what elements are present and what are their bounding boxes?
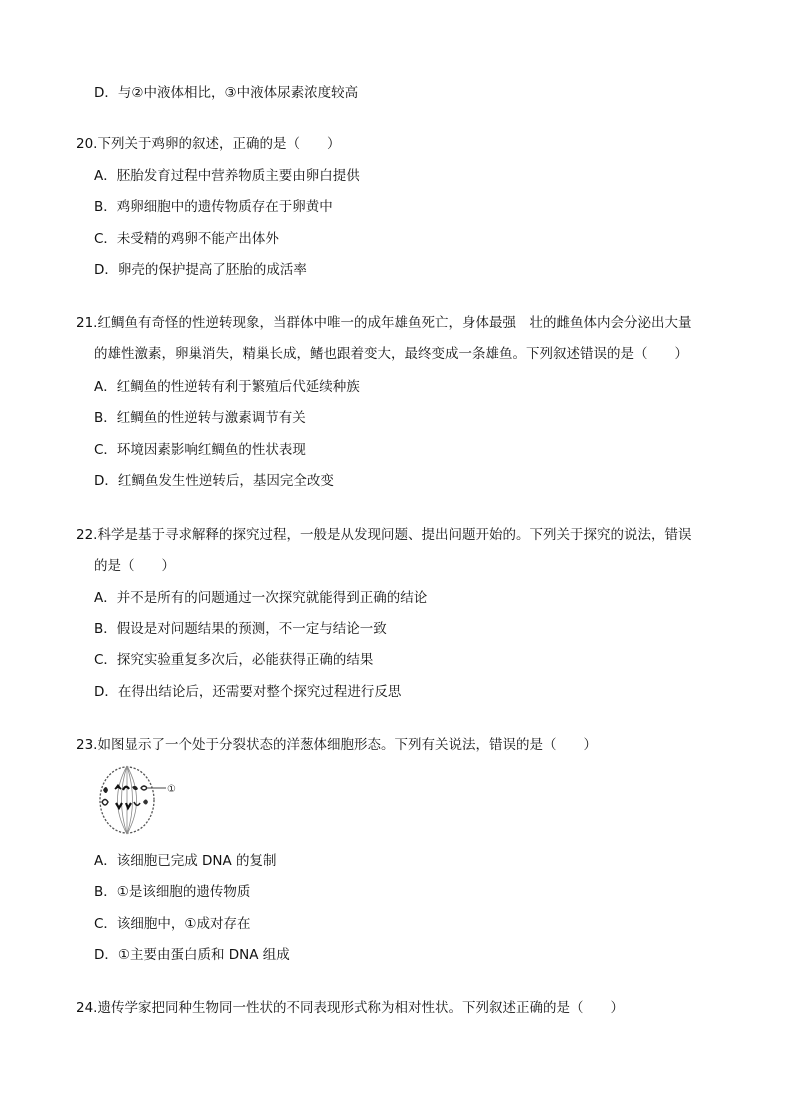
chromosome <box>141 786 147 790</box>
q22-option-a: A．并不是所有的问题通过一次探究就能得到正确的结论 <box>94 590 428 606</box>
q23-option-a: A．该细胞已完成 DNA 的复制 <box>94 853 277 869</box>
q23-stem: 23.如图显示了一个处于分裂状态的洋葱体细胞形态。下列有关说法，错误的是（ ） <box>76 737 597 753</box>
q20-option-a: A．胚胎发育过程中营养物质主要由卵白提供 <box>94 168 360 184</box>
spindle-fiber <box>118 766 128 834</box>
chromosome <box>116 803 122 808</box>
q23-option-c: C．该细胞中，①成对存在 <box>94 916 251 932</box>
q20-option-b: B．鸡卵细胞中的遗传物质存在于卵黄中 <box>94 199 333 215</box>
cell-division-diagram <box>94 762 180 838</box>
q23-option-b: B．①是该细胞的遗传物质 <box>94 884 251 900</box>
q22-option-c: C．探究实验重复多次后，必能获得正确的结果 <box>94 652 374 668</box>
q19-option-d: D．与②中液体相比，③中液体尿素浓度较高 <box>94 85 359 101</box>
q22-stem-line1: 22.科学是基于寻求解释的探究过程，一般是从发现问题、提出问题开始的。下列关于探究的说法，错误 <box>76 527 692 543</box>
q21-option-b: B．红鲷鱼的性逆转与激素调节有关 <box>94 410 306 426</box>
q20-option-c: C．未受精的鸡卵不能产出体外 <box>94 231 279 247</box>
chromosome <box>103 787 108 793</box>
spindle-fiber <box>127 766 137 834</box>
chromosome <box>123 787 129 790</box>
chromosome <box>143 800 148 805</box>
q22-stem-line2: 的是（ ） <box>94 558 175 574</box>
q21-option-a: A．红鲷鱼的性逆转有利于繁殖后代延续种族 <box>94 379 360 395</box>
figure-label-1: ① <box>167 784 176 795</box>
q22-option-d: D．在得出结论后，还需要对整个探究过程进行反思 <box>94 684 402 700</box>
q22-option-b: B．假设是对问题结果的预测，不一定与结论一致 <box>94 621 387 637</box>
cell-division-figure <box>94 762 180 838</box>
chromosome <box>115 785 121 789</box>
q21-stem-line1: 21.红鲷鱼有奇怪的性逆转现象，当群体中唯一的成年雄鱼死亡，身体最强 壮的雌鱼体内会分泌出大量 <box>76 315 692 331</box>
q20-stem: 20.下列关于鸡卵的叙述，正确的是（ ） <box>76 136 341 152</box>
q20-option-d: D．卵壳的保护提高了胚胎的成活率 <box>94 262 307 278</box>
chromosome <box>134 802 140 805</box>
q21-option-c: C．环境因素影响红鲷鱼的性状表现 <box>94 442 306 458</box>
q21-stem-line2: 的雄性激素，卵巢消失，精巢长成，鳍也跟着变大，最终变成一条雄鱼。下列叙述错误的是（ ） <box>94 346 688 362</box>
chromosome <box>132 786 138 790</box>
q24-stem: 24.遗传学家把同种生物同一性状的不同表现形式称为相对性状。下列叙述正确的是（ ） <box>76 1000 624 1016</box>
chromosome <box>102 800 108 806</box>
q23-option-d: D．①主要由蛋白质和 DNA 组成 <box>94 947 290 963</box>
q21-option-d: D．红鲷鱼发生性逆转后，基因完全改变 <box>94 473 334 489</box>
chromosome <box>126 803 131 808</box>
